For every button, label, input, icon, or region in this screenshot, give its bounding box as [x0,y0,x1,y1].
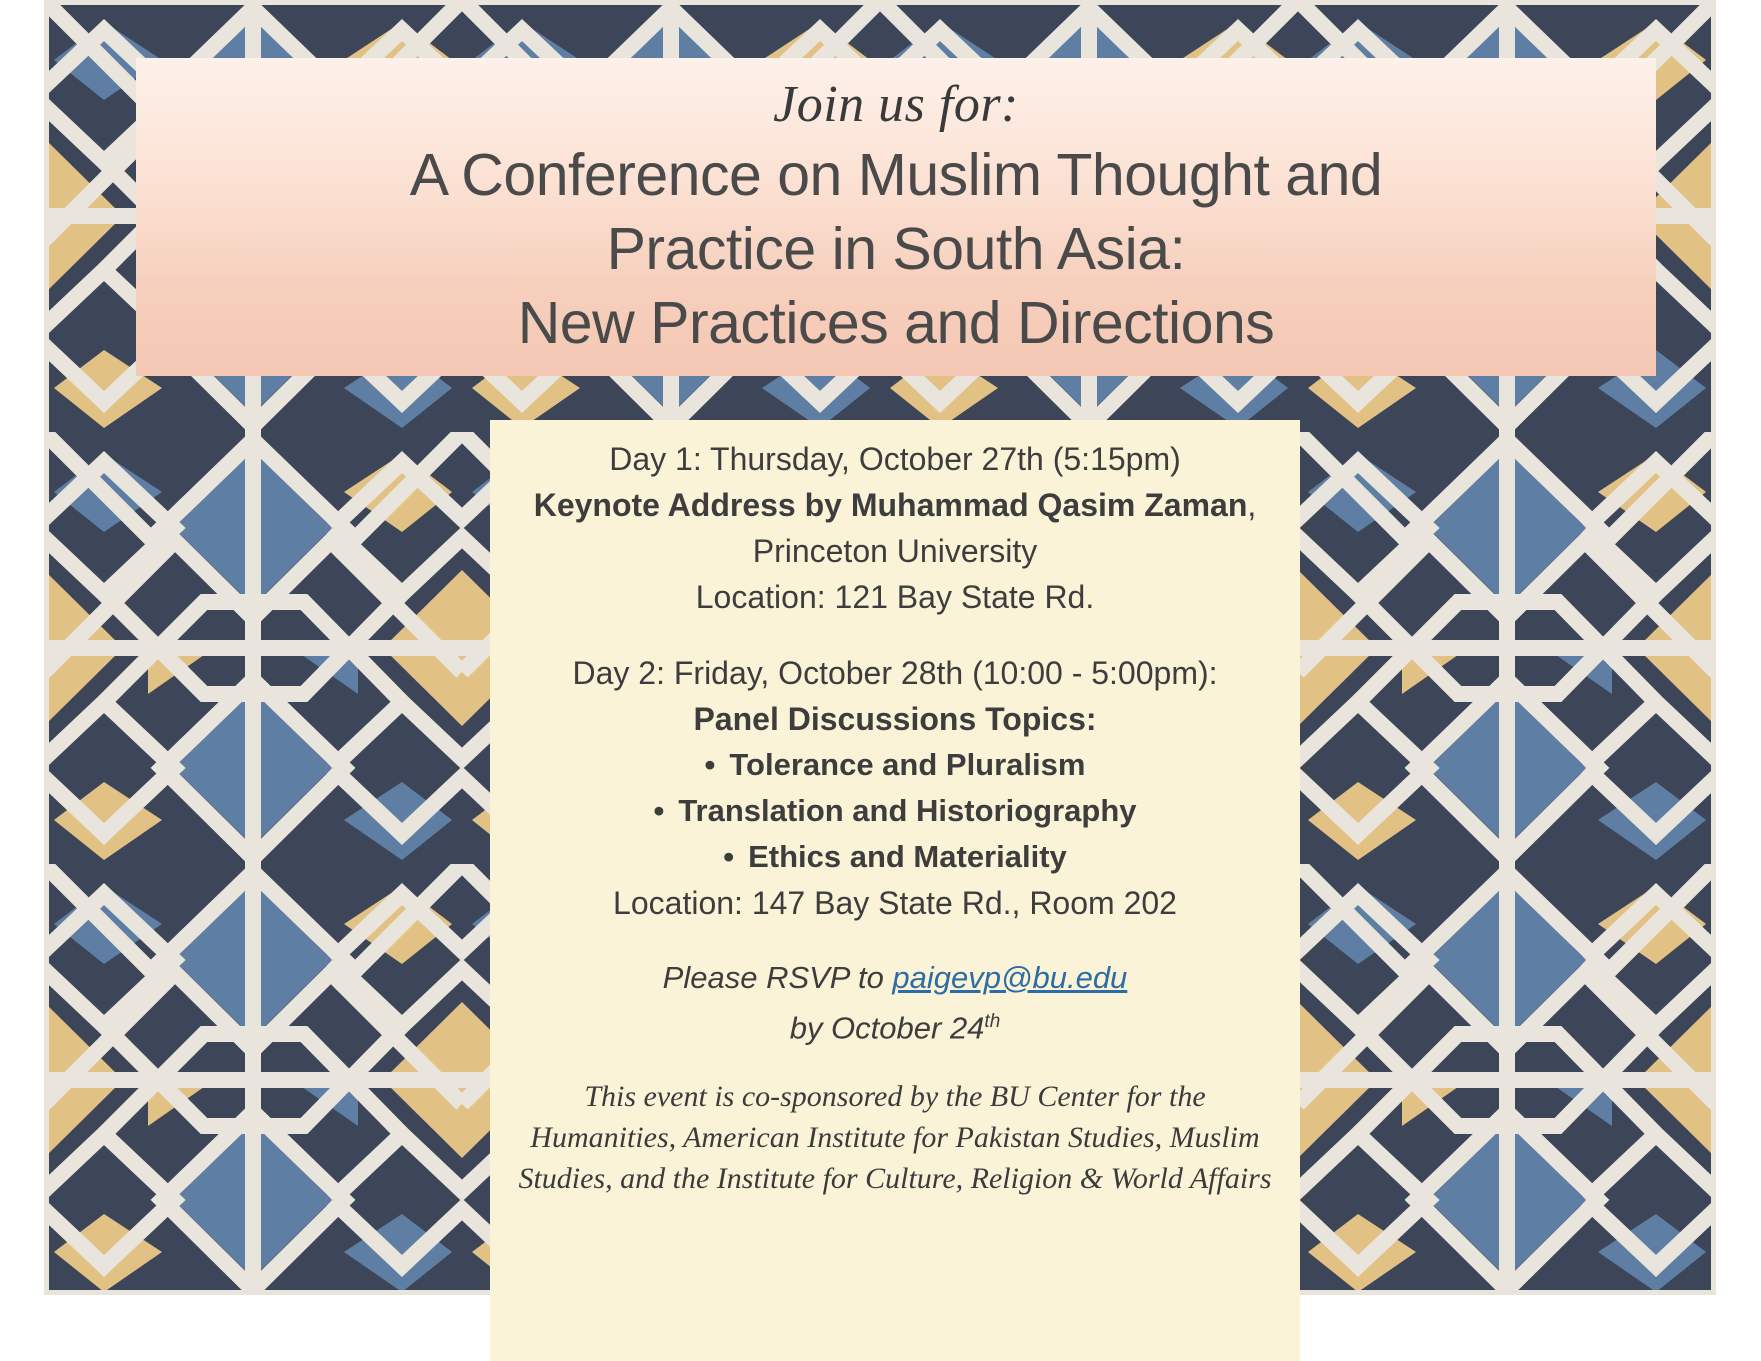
join-us-line: Join us for: [773,76,1019,133]
panel-discussions-heading: Panel Discussions Topics: [693,701,1097,737]
panel-topic-label: Translation and Historiography [678,793,1137,828]
bullet-icon: • [723,839,735,874]
rsvp-email-link[interactable]: paigevp@bu.edu [892,960,1128,995]
event-details-card [490,420,1300,1361]
spacer-1 [512,620,1278,650]
keynote-speaker [512,482,1278,528]
keynote-affiliation: Princeton University [752,533,1038,569]
panel-topic-item [512,788,1278,834]
rsvp-deadline-text: by October 24 [789,1010,985,1046]
keynote-speaker-name: Keynote Address by Muhammad Qasim Zaman [533,487,1248,523]
day1-datetime: Day 1: Thursday, October 27th (5:15pm) [609,441,1181,477]
rsvp-prefix-text: Please RSVP to [662,960,893,995]
conference-title-line-1: A Conference on Muslim Thought and [409,142,1383,208]
title-banner [136,58,1656,376]
rsvp-deadline [512,1000,1278,1050]
bullet-icon: • [653,793,665,828]
panel-topic-item [512,834,1278,880]
day2-datetime: Day 2: Friday, October 28th (10:00 - 5:00pm): [572,655,1218,691]
rsvp-deadline-ordinal: th [984,1011,1001,1032]
conference-title-line-3: New Practices and Directions [517,290,1275,356]
spacer-2 [512,926,1278,956]
panel-topic-label: Ethics and Materiality [748,839,1067,874]
day2-location: Location: 147 Bay State Rd., Room 202 [613,885,1177,921]
rsvp-line [512,956,1278,1000]
conference-title-line-2: Practice in South Asia: [606,216,1186,282]
bullet-icon: • [704,747,716,782]
panel-topic-item [512,742,1278,788]
keynote-comma: , [1247,487,1257,523]
panel-topic-label: Tolerance and Pluralism [729,747,1086,782]
day1-location: Location: 121 Bay State Rd. [695,579,1095,615]
sponsor-credit: This event is co-sponsored by the BU Center for the Humanities, American Institute for Pakistan Studies, Muslim Studies, and the Institute for Culture, Religion & World Affairs [518,1080,1272,1196]
